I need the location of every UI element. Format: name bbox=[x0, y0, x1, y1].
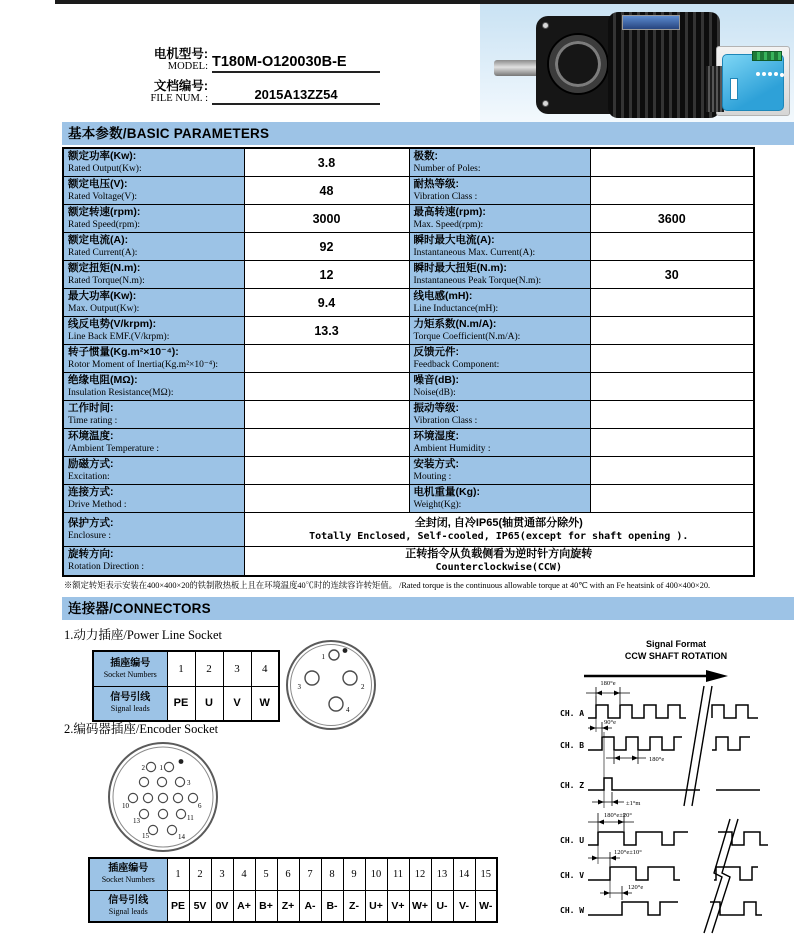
socket-numbers-label-cn: 插座编号 bbox=[108, 863, 149, 875]
pin-label: 13 bbox=[133, 817, 140, 825]
param-label-cn: 反馈元件: bbox=[413, 346, 459, 358]
controller-connector-slot bbox=[730, 78, 738, 100]
channel-label: CH. U bbox=[560, 836, 585, 845]
param-value bbox=[590, 317, 754, 345]
param-label-cn: 振动等级: bbox=[413, 402, 459, 414]
param-value bbox=[590, 177, 754, 205]
param-label-cn: 瞬时最大电流(A): bbox=[413, 234, 495, 246]
socket-number: 5 bbox=[255, 858, 277, 890]
signal-lead: 0V bbox=[211, 890, 233, 922]
param-row bbox=[63, 289, 754, 317]
param-label-en: Vibration Class : bbox=[413, 192, 478, 202]
param-label-en: Vibration Class : bbox=[413, 416, 478, 426]
controller-terminal-block bbox=[752, 51, 782, 61]
param-label-en: Insulation Resistance(MΩ): bbox=[68, 388, 174, 398]
param-value: 48 bbox=[244, 177, 409, 205]
pin bbox=[164, 762, 173, 771]
pin bbox=[143, 793, 152, 802]
signal-lead: W- bbox=[475, 890, 497, 922]
param-label-en: Max. Output(Kw): bbox=[68, 304, 140, 314]
pin-4 bbox=[329, 697, 343, 711]
pin bbox=[167, 825, 176, 834]
pin-label: 10 bbox=[122, 802, 129, 810]
socket-number: 10 bbox=[365, 858, 387, 890]
pin-2 bbox=[343, 671, 357, 685]
param-label-cn: 保护方式: bbox=[68, 517, 114, 529]
param-value bbox=[590, 401, 754, 429]
param-row bbox=[63, 233, 754, 261]
param-row bbox=[63, 261, 754, 289]
pin-label: 2 bbox=[141, 764, 145, 772]
socket-number: 1 bbox=[167, 858, 189, 890]
pin bbox=[157, 777, 166, 786]
socket-number: 15 bbox=[475, 858, 497, 890]
pin-label: 11 bbox=[187, 814, 194, 822]
param-label-cn: 噪音(dB): bbox=[413, 374, 459, 386]
signal-lead: A+ bbox=[233, 890, 255, 922]
param-value bbox=[590, 289, 754, 317]
break-mark bbox=[684, 686, 704, 806]
socket-numbers-label-cn: 插座编号 bbox=[110, 657, 151, 669]
param-row bbox=[63, 457, 754, 485]
param-value: 92 bbox=[244, 233, 409, 261]
channel-label: CH. Z bbox=[560, 781, 585, 790]
param-label-cn: 耐热等级: bbox=[413, 178, 459, 190]
basic-parameters-table bbox=[62, 147, 755, 577]
socket-number: 12 bbox=[409, 858, 431, 890]
param-label-en: Rated Output(Kw): bbox=[68, 164, 142, 174]
socket-number: 11 bbox=[387, 858, 409, 890]
key-mark bbox=[179, 759, 184, 764]
controller-leds bbox=[756, 72, 760, 76]
socket-number: 8 bbox=[321, 858, 343, 890]
waveform-ch-a bbox=[588, 705, 686, 718]
param-row bbox=[63, 485, 754, 513]
param-label-cn: 瞬时最大扭矩(N.m): bbox=[413, 262, 507, 274]
channel-label: CH. V bbox=[560, 871, 585, 880]
param-label-cn: 环境湿度: bbox=[413, 430, 459, 442]
socket-outline bbox=[109, 743, 217, 851]
param-label-cn: 工作时间: bbox=[68, 402, 114, 414]
param-label-en: Line Inductance(mH): bbox=[413, 304, 499, 314]
param-label-en: Max. Speed(rpm): bbox=[413, 220, 484, 230]
signal-leads-label-en: Signal leads bbox=[110, 704, 150, 714]
param-label-en: Rated Voltage(V): bbox=[68, 192, 138, 202]
channel-label: CH. A bbox=[560, 709, 585, 718]
motor-nameplate bbox=[622, 15, 680, 30]
model-value: T180M-O120030B-E bbox=[212, 54, 380, 73]
product-photo bbox=[480, 4, 794, 122]
param-label-en: Drive Method : bbox=[68, 500, 127, 510]
param-label-en: Time rating : bbox=[68, 416, 118, 426]
ccw-rotation-title: CCW SHAFT ROTATION bbox=[624, 651, 728, 661]
param-row bbox=[63, 148, 754, 177]
param-value: 30 bbox=[590, 261, 754, 289]
key-mark bbox=[343, 648, 348, 653]
param-value bbox=[590, 148, 754, 177]
signal-lead: PE bbox=[167, 890, 189, 922]
param-label-cn: 额定扭矩(N.m): bbox=[68, 262, 141, 274]
param-label-cn: 线反电势(V/krpm): bbox=[68, 318, 157, 330]
signal-leads-label-cn: 信号引线 bbox=[108, 894, 149, 906]
signal-leads-label-en: Signal leads bbox=[108, 906, 148, 916]
waveform-ch-w bbox=[588, 902, 678, 915]
waveform-ch-v bbox=[588, 867, 680, 880]
power-socket-table bbox=[92, 650, 280, 722]
model-row bbox=[98, 48, 398, 73]
signal-format-diagram bbox=[558, 636, 794, 936]
param-label-cn: 线电感(mH): bbox=[413, 290, 473, 302]
signal-lead: W bbox=[251, 686, 279, 721]
param-label-en: Mouting : bbox=[413, 472, 452, 482]
param-value bbox=[590, 373, 754, 401]
param-value: 12 bbox=[244, 261, 409, 289]
pin-label: 15 bbox=[142, 832, 149, 840]
param-value: 13.3 bbox=[244, 317, 409, 345]
param-row bbox=[63, 345, 754, 373]
signal-lead: V- bbox=[453, 890, 475, 922]
param-value bbox=[590, 485, 754, 513]
param-row bbox=[63, 373, 754, 401]
param-label-en: Line Back EMF.(V/krpm): bbox=[68, 332, 170, 342]
socket-number: 2 bbox=[195, 651, 223, 686]
param-row bbox=[63, 317, 754, 345]
enclosure-row bbox=[63, 513, 754, 547]
file-label-en: FILE NUM. : bbox=[150, 93, 208, 104]
pin-label: 1 bbox=[159, 764, 163, 772]
param-label-en: Enclosure : bbox=[68, 531, 112, 541]
signal-lead: PE bbox=[167, 686, 195, 721]
param-label-cn: 额定电压(V): bbox=[68, 178, 128, 190]
signal-lead: B+ bbox=[255, 890, 277, 922]
pin bbox=[176, 809, 185, 818]
param-label-cn: 额定电流(A): bbox=[68, 234, 129, 246]
signal-lead: V+ bbox=[387, 890, 409, 922]
param-label-cn: 极数: bbox=[413, 150, 438, 162]
pin bbox=[139, 777, 148, 786]
param-label-cn: 励磁方式: bbox=[68, 458, 114, 470]
socket-number: 6 bbox=[277, 858, 299, 890]
socket-number: 9 bbox=[343, 858, 365, 890]
pin-label: 3 bbox=[297, 683, 301, 691]
connectors-header: 连接器/CONNECTORS bbox=[62, 597, 794, 620]
power-socket-diagram bbox=[284, 638, 379, 733]
pin-label: 6 bbox=[198, 802, 202, 810]
rotation-row bbox=[63, 547, 754, 576]
param-value bbox=[244, 457, 409, 485]
param-label-en: Feedback Component: bbox=[413, 360, 500, 370]
pin bbox=[188, 793, 197, 802]
param-value: 3000 bbox=[244, 205, 409, 233]
dim-annotation: 180°e bbox=[649, 756, 665, 763]
param-label-cn: 额定转速(rpm): bbox=[68, 206, 141, 218]
enclosure-value-cn: 全封闭, 自冷IP65(轴贯通部分除外) bbox=[414, 517, 583, 529]
file-num-value: 2015A13ZZ54 bbox=[212, 87, 380, 105]
pin bbox=[175, 777, 184, 786]
param-value bbox=[590, 233, 754, 261]
socket-number: 4 bbox=[233, 858, 255, 890]
power-socket-caption: 1.动力插座/Power Line Socket bbox=[64, 628, 222, 642]
rotation-arrow-head bbox=[706, 670, 728, 682]
rated-torque-footnote: ※额定转矩表示安装在400×400×20的铁制散热板上且在环境温度40℃时的连续容许转矩值。 /Rated torque is the continuous allowable torque at 40℃ with an Fe heatsink of 400×400×20. bbox=[64, 581, 711, 590]
socket-number: 3 bbox=[211, 858, 233, 890]
param-label-cn: 电机重量(Kg): bbox=[413, 486, 480, 498]
signal-leads-label-cn: 信号引线 bbox=[110, 692, 151, 704]
signal-lead: U bbox=[195, 686, 223, 721]
param-value: 9.4 bbox=[244, 289, 409, 317]
param-value bbox=[244, 345, 409, 373]
signal-lead: V bbox=[223, 686, 251, 721]
pin-3 bbox=[305, 671, 319, 685]
signal-lead: 5V bbox=[189, 890, 211, 922]
socket-number: 7 bbox=[299, 858, 321, 890]
socket-number: 3 bbox=[223, 651, 251, 686]
signal-lead: U+ bbox=[365, 890, 387, 922]
dim-annotation: ±1°m bbox=[626, 800, 641, 807]
pin-label: 1 bbox=[321, 653, 325, 661]
param-label-en: /Ambient Temperature : bbox=[68, 444, 159, 454]
param-label-cn: 连接方式: bbox=[68, 486, 114, 498]
socket-numbers-label-en: Socket Numbers bbox=[103, 669, 157, 679]
param-row bbox=[63, 429, 754, 457]
pin-label: 14 bbox=[178, 833, 185, 841]
param-label-en: Weight(Kg): bbox=[413, 500, 462, 510]
pin-label: 3 bbox=[187, 779, 191, 787]
pin bbox=[128, 793, 137, 802]
param-label-en: Rated Speed(rpm): bbox=[68, 220, 141, 230]
param-label-cn: 环境温度: bbox=[68, 430, 114, 442]
signal-lead: B- bbox=[321, 890, 343, 922]
param-label-cn: 力矩系数(N.m/A): bbox=[413, 318, 497, 330]
param-label-en: Rated Current(A): bbox=[68, 248, 138, 258]
param-label-en: Torque Coefficient(N.m/A): bbox=[413, 332, 521, 342]
param-value: 3.8 bbox=[244, 148, 409, 177]
socket-numbers-label-en: Socket Numbers bbox=[101, 875, 155, 885]
signal-lead: Z- bbox=[343, 890, 365, 922]
pin-label: 4 bbox=[346, 706, 350, 714]
dim-annotation: 180°e±20° bbox=[604, 812, 632, 819]
param-row bbox=[63, 177, 754, 205]
pin-label: 2 bbox=[361, 683, 365, 691]
rotation-value-en: Counterclockwise(CCW) bbox=[435, 562, 562, 574]
param-label-en: Rotor Moment of Inertia(Kg.m²×10⁻⁴): bbox=[68, 360, 219, 370]
param-label-cn: 旋转方向: bbox=[68, 548, 114, 561]
signal-lead: W+ bbox=[409, 890, 431, 922]
socket-number: 1 bbox=[167, 651, 195, 686]
rotation-value-cn: 正转指令从负载侧看为逆时针方向旋转 bbox=[405, 548, 593, 561]
enclosure-value-en: Totally Enclosed, Self-cooled, IP65(except for shaft opening ). bbox=[309, 531, 689, 542]
signal-lead: U- bbox=[431, 890, 453, 922]
pin bbox=[148, 825, 157, 834]
param-label-cn: 转子惯量(Kg.m²×10⁻⁴): bbox=[68, 346, 179, 358]
signal-lead: A- bbox=[299, 890, 321, 922]
param-value bbox=[590, 345, 754, 373]
param-label-en: Rated Torque(N.m): bbox=[68, 276, 145, 286]
param-label-en: Instantaneous Peak Torque(N.m): bbox=[413, 276, 542, 286]
dim-annotation: 120°e bbox=[628, 884, 644, 891]
socket-number: 13 bbox=[431, 858, 453, 890]
waveform-ch-z bbox=[588, 778, 700, 790]
encoder-socket-diagram bbox=[106, 740, 221, 855]
signal-format-title: Signal Format bbox=[645, 639, 707, 649]
param-label-en: Number of Poles: bbox=[413, 164, 481, 174]
dim-annotation: 90°e bbox=[604, 719, 616, 726]
param-value: 3600 bbox=[590, 205, 754, 233]
file-num-row bbox=[98, 80, 398, 105]
param-row bbox=[63, 205, 754, 233]
param-value bbox=[244, 485, 409, 513]
param-label-en: Excitation: bbox=[68, 472, 110, 482]
encoder-socket-table bbox=[88, 857, 498, 923]
param-value bbox=[244, 429, 409, 457]
pin bbox=[139, 809, 148, 818]
param-label-cn: 最大功率(Kw): bbox=[68, 290, 137, 302]
model-label-cn: 电机型号: bbox=[153, 47, 208, 61]
pin bbox=[158, 809, 167, 818]
param-label-en: Ambient Humidity : bbox=[413, 444, 491, 454]
header-model-block bbox=[98, 48, 398, 112]
param-value bbox=[590, 457, 754, 485]
basic-parameters-header: 基本参数/BASIC PARAMETERS bbox=[62, 122, 794, 145]
param-value bbox=[244, 373, 409, 401]
socket-number: 2 bbox=[189, 858, 211, 890]
pin bbox=[173, 793, 182, 802]
socket-number: 14 bbox=[453, 858, 475, 890]
param-label-cn: 安装方式: bbox=[413, 458, 459, 470]
encoder-socket-caption: 2.编码器插座/Encoder Socket bbox=[64, 722, 219, 736]
pin bbox=[158, 793, 167, 802]
param-label-en: Instantaneous Max. Current(A): bbox=[413, 248, 536, 258]
param-label-cn: 最高转速(rpm): bbox=[413, 206, 486, 218]
signal-lead: Z+ bbox=[277, 890, 299, 922]
pin bbox=[146, 762, 155, 771]
param-label-en: Rotation Direction : bbox=[68, 562, 144, 573]
socket-number: 4 bbox=[251, 651, 279, 686]
param-label-cn: 额定功率(Kw): bbox=[68, 150, 137, 162]
dim-annotation: 180°e bbox=[600, 680, 616, 687]
model-label-en: MODEL: bbox=[167, 61, 208, 72]
motor-bearing-ring bbox=[549, 35, 607, 93]
file-label-cn: 文档编号: bbox=[153, 79, 208, 93]
param-value bbox=[244, 401, 409, 429]
pin-1 bbox=[329, 650, 339, 660]
waveform-ch-u bbox=[588, 832, 688, 845]
param-label-en: Noise(dB): bbox=[413, 388, 456, 398]
waveform-ch-b bbox=[588, 737, 682, 750]
param-row bbox=[63, 401, 754, 429]
param-value bbox=[590, 429, 754, 457]
channel-label: CH. B bbox=[560, 741, 585, 750]
channel-label: CH. W bbox=[560, 906, 585, 915]
dim-annotation: 120°e±10° bbox=[614, 849, 642, 856]
param-label-cn: 绝缘电阻(MΩ): bbox=[68, 374, 138, 386]
